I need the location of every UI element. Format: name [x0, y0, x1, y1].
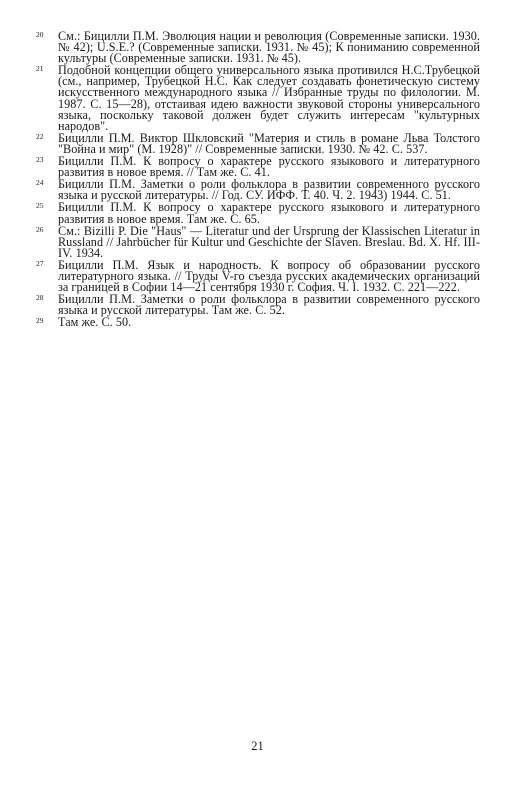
footnote-text: Бицилли П.М. Виктор Шкловский "Материя и стиль в романе Льва Толстого "Война и мир" (М. 1928)" // Современные записки. 1930. № 42. С. 537. [58, 130, 480, 156]
footnote-text: Бицилли П.М. Заметки о роли фольклора в развитии современного русского языка и русской литературы. // Год. СУ. ИФФ. Т. 40. Ч. 2. 1943) 1944. С. 51. [58, 177, 480, 203]
footnote [38, 179, 480, 201]
footnote-number: 26 [36, 224, 44, 234]
footnote [38, 65, 480, 132]
footnote-text: Бицилли П.М. Заметки о роли фольклора в развитии современного русского языка и русской литературы. Там же. С. 52. [58, 292, 480, 318]
footnote-number: 25 [36, 201, 44, 211]
footnote-text: Там же. С. 50. [58, 315, 132, 330]
footnote [38, 317, 480, 328]
footnote-number: 21 [36, 64, 44, 74]
footnote-text: См.: Bizilli P. Die "Haus" — Literatur und der Ursprung der Klassischen Literatur in Russland // Jahrbücher für Kultur und Geschichte der Slaven. Breslau. Bd. X. Hf. III-IV. 1934. [58, 223, 480, 260]
footnote-number: 29 [36, 316, 44, 326]
footnote-number: 22 [36, 131, 44, 141]
footnote-text: Бицилли П.М. К вопросу о характере русского языкового и литературного развития в новое время. // Там же. С. 41. [58, 154, 480, 180]
footnote [38, 156, 480, 178]
footnote-number: 24 [36, 178, 44, 188]
footnote-text: Подобной концепции общего универсального языка противился Н.С.Трубецкой (см., например, Трубецкой Н.С. Как следует создавать фонетическую систему искусственного международного языка // Избранные труды по филологии. М. 1987. С. 15—28), отстаивая идею важности звуковой стороны универсального языка, поскольку таковой должен будет служить интересам "культурных народов". [58, 63, 480, 133]
footnotes-list [38, 31, 480, 329]
footnote [36, 257, 480, 295]
footnote [38, 31, 480, 64]
footnote [36, 130, 480, 156]
footnote [38, 202, 480, 224]
footnote [38, 294, 480, 316]
footnote [36, 223, 480, 260]
page-number: 21 [251, 739, 264, 753]
footnote-text: Бицилли П.М. К вопросу о характере русского языкового и литературного развития в новое время. Там же. С. 65. [58, 200, 480, 226]
footnote-number: 27 [36, 258, 44, 268]
footnote-number: 20 [36, 30, 44, 39]
footnote-text: Бицилли П.М. Язык и народность. К вопросу об образовании русского литературного языка. // Труды V-го съезда русских академических организаций за границей в Софии 14—21 сентября 1930 г. София. Ч. I. 1932. С. 221—222. [58, 257, 480, 295]
footnote-number: 23 [36, 155, 44, 165]
footnote-number: 28 [36, 293, 44, 303]
footnote-text: См.: Бицилли П.М. Эволюция нации и революция (Современные записки. 1930. № 42); U.S.E.? (Современные записки. 1931. № 45); К пониманию современной культуры (Современные записки. 1931. № 45). [58, 29, 480, 66]
